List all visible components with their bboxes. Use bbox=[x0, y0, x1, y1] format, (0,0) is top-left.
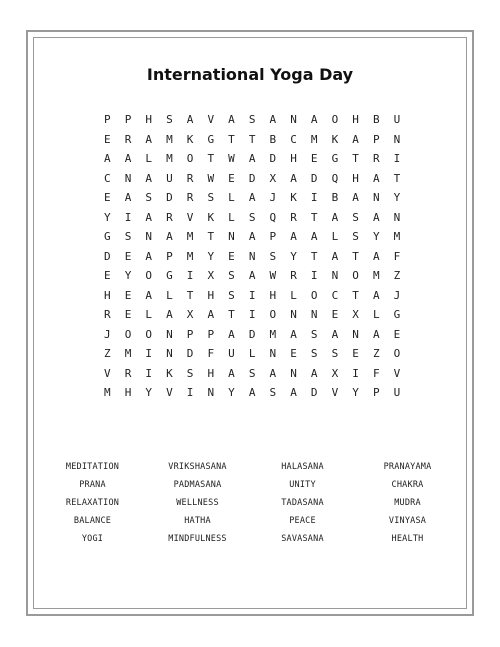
grid-letter: Z bbox=[393, 269, 401, 283]
grid-letter: S bbox=[228, 269, 235, 283]
grid-letter: X bbox=[186, 308, 194, 322]
grid-letter: A bbox=[145, 171, 153, 185]
grid-letter: P bbox=[104, 113, 111, 127]
grid-letter: N bbox=[331, 269, 339, 283]
grid-letter: M bbox=[393, 230, 401, 244]
grid-letter: L bbox=[228, 210, 235, 224]
grid-letter: A bbox=[310, 230, 318, 244]
grid-letter: D bbox=[310, 171, 318, 185]
grid-letter: A bbox=[248, 152, 256, 166]
grid-letter: T bbox=[228, 132, 235, 146]
grid-letter: A bbox=[372, 171, 380, 185]
grid-letter: D bbox=[310, 386, 318, 400]
grid-letter: Y bbox=[145, 386, 153, 400]
word-list-item: YOGI bbox=[81, 534, 104, 544]
grid-letter: Y bbox=[393, 191, 401, 205]
grid-letter: P bbox=[372, 386, 380, 400]
grid-letter: H bbox=[104, 288, 111, 302]
grid-letter: S bbox=[186, 366, 194, 380]
word-list-item: VINYASA bbox=[388, 516, 427, 526]
grid-letter: M bbox=[124, 347, 132, 361]
grid-letter: L bbox=[145, 152, 153, 166]
grid-letter: N bbox=[372, 191, 380, 205]
grid-letter: B bbox=[331, 191, 339, 205]
word-list-item: PRANAYAMA bbox=[383, 462, 432, 472]
grid-letter: E bbox=[124, 308, 132, 322]
grid-letter: T bbox=[310, 210, 318, 224]
grid-letter: E bbox=[124, 249, 132, 263]
grid-letter: K bbox=[166, 366, 173, 380]
grid-letter: A bbox=[290, 171, 297, 185]
grid-letter: S bbox=[310, 347, 318, 361]
grid-letter: A bbox=[166, 230, 173, 244]
grid-letter: E bbox=[310, 152, 318, 166]
grid-letter: H bbox=[207, 288, 215, 302]
grid-letter: A bbox=[290, 386, 297, 400]
grid-letter: N bbox=[248, 249, 256, 263]
grid-letter: D bbox=[269, 152, 277, 166]
grid-letter: S bbox=[352, 210, 359, 224]
grid-letter: N bbox=[207, 386, 215, 400]
grid-letter: X bbox=[331, 366, 339, 380]
grid-letter: V bbox=[166, 386, 173, 400]
word-list-item: RELAXATION bbox=[65, 498, 120, 508]
grid-letter: A bbox=[310, 113, 318, 127]
grid-letter: B bbox=[372, 113, 380, 127]
word-list-item: CHAKRA bbox=[391, 480, 424, 490]
grid-letter: S bbox=[145, 191, 153, 205]
grid-letter: O bbox=[186, 152, 194, 166]
grid-letter: M bbox=[186, 230, 194, 244]
grid-letter: B bbox=[269, 132, 277, 146]
grid-letter: J bbox=[104, 327, 111, 341]
grid-letter: O bbox=[124, 327, 132, 341]
grid-letter: V bbox=[186, 210, 194, 224]
grid-letter: S bbox=[248, 366, 256, 380]
grid-letter: A bbox=[372, 210, 380, 224]
grid-letter: E bbox=[228, 249, 235, 263]
grid-letter: O bbox=[310, 288, 318, 302]
grid-letter: A bbox=[310, 366, 318, 380]
grid-letter: S bbox=[269, 249, 277, 263]
letter-grid bbox=[97, 110, 407, 403]
grid-letter: N bbox=[290, 308, 297, 322]
grid-letter: F bbox=[372, 366, 380, 380]
grid-letter: E bbox=[104, 132, 111, 146]
grid-letter: R bbox=[186, 171, 194, 185]
grid-letter: Y bbox=[104, 210, 111, 224]
word-list-item: BALANCE bbox=[73, 516, 112, 526]
grid-letter: E bbox=[228, 171, 235, 185]
grid-letter: T bbox=[207, 230, 215, 244]
grid-letter: S bbox=[124, 230, 132, 244]
grid-letter: A bbox=[290, 230, 297, 244]
grid-letter: H bbox=[290, 152, 297, 166]
word-list-item: TADASANA bbox=[281, 498, 324, 508]
grid-letter: A bbox=[124, 191, 132, 205]
grid-letter: X bbox=[269, 171, 277, 185]
grid-letter: O bbox=[352, 269, 359, 283]
grid-letter: O bbox=[331, 113, 339, 127]
grid-letter: C bbox=[290, 132, 297, 146]
word-list-item: HEALTH bbox=[391, 534, 424, 544]
grid-letter: O bbox=[145, 269, 153, 283]
grid-letter: S bbox=[207, 191, 215, 205]
grid-letter: K bbox=[290, 191, 297, 205]
grid-letter: R bbox=[290, 210, 297, 224]
grid-letter: P bbox=[207, 327, 215, 341]
grid-letter: V bbox=[207, 113, 215, 127]
word-list-item: PEACE bbox=[289, 516, 316, 526]
grid-letter: E bbox=[393, 327, 401, 341]
grid-letter: A bbox=[372, 288, 380, 302]
grid-letter: A bbox=[145, 210, 153, 224]
grid-letter: M bbox=[310, 132, 318, 146]
grid-letter: A bbox=[352, 191, 359, 205]
grid-letter: D bbox=[166, 191, 173, 205]
grid-letter: I bbox=[248, 308, 256, 322]
grid-letter: Y bbox=[207, 249, 215, 263]
grid-letter: A bbox=[248, 386, 256, 400]
word-list-item: PADMASANA bbox=[173, 480, 222, 490]
grid-letter: A bbox=[248, 230, 256, 244]
word-list-item: HALASANA bbox=[281, 462, 324, 472]
grid-letter: H bbox=[352, 113, 359, 127]
grid-letter: H bbox=[124, 386, 132, 400]
grid-letter: A bbox=[248, 191, 256, 205]
grid-letter: U bbox=[166, 171, 173, 185]
grid-letter: T bbox=[228, 308, 235, 322]
grid-letter: I bbox=[124, 210, 132, 224]
grid-letter: S bbox=[248, 210, 256, 224]
grid-letter: N bbox=[352, 327, 359, 341]
grid-letter: S bbox=[352, 230, 359, 244]
grid-letter: L bbox=[248, 347, 256, 361]
grid-letter: A bbox=[186, 113, 194, 127]
grid-letter: A bbox=[372, 327, 380, 341]
grid-letter: T bbox=[310, 249, 318, 263]
grid-letter: L bbox=[372, 308, 380, 322]
grid-letter: Q bbox=[269, 210, 277, 224]
grid-letter: K bbox=[186, 132, 194, 146]
grid-letter: E bbox=[104, 269, 111, 283]
grid-letter: D bbox=[248, 327, 256, 341]
grid-letter: H bbox=[269, 288, 277, 302]
grid-letter: J bbox=[393, 288, 401, 302]
grid-letter: A bbox=[352, 132, 359, 146]
grid-letter: A bbox=[145, 132, 153, 146]
grid-letter: A bbox=[372, 249, 380, 263]
grid-letter: G bbox=[331, 152, 339, 166]
grid-letter: R bbox=[186, 191, 194, 205]
grid-letter: H bbox=[352, 171, 359, 185]
grid-letter: N bbox=[166, 327, 173, 341]
grid-letter: X bbox=[352, 308, 359, 322]
grid-letter: C bbox=[331, 288, 339, 302]
grid-letter: L bbox=[228, 191, 235, 205]
grid-letter: R bbox=[124, 366, 132, 380]
grid-letter: M bbox=[186, 249, 194, 263]
word-list-item: MINDFULNESS bbox=[168, 534, 227, 544]
grid-letter: P bbox=[372, 132, 380, 146]
grid-letter: T bbox=[186, 288, 194, 302]
grid-letter: N bbox=[228, 230, 235, 244]
grid-letter: T bbox=[352, 249, 359, 263]
grid-letter: A bbox=[166, 308, 173, 322]
grid-letter: P bbox=[269, 230, 277, 244]
grid-letter: A bbox=[124, 152, 132, 166]
grid-letter: E bbox=[124, 288, 132, 302]
grid-letter: O bbox=[393, 347, 401, 361]
grid-letter: T bbox=[352, 152, 359, 166]
grid-letter: Z bbox=[104, 347, 111, 361]
grid-letter: D bbox=[248, 171, 256, 185]
grid-letter: L bbox=[290, 288, 297, 302]
grid-letter: T bbox=[248, 132, 256, 146]
grid-letter: W bbox=[228, 152, 235, 166]
grid-letter: A bbox=[331, 249, 339, 263]
grid-letter: I bbox=[186, 386, 194, 400]
grid-letter: V bbox=[331, 386, 339, 400]
grid-letter: E bbox=[104, 191, 111, 205]
word-list bbox=[40, 458, 460, 548]
grid-letter: N bbox=[290, 113, 297, 127]
grid-letter: I bbox=[145, 366, 153, 380]
grid-letter: I bbox=[310, 191, 318, 205]
grid-letter: R bbox=[104, 308, 111, 322]
grid-letter: T bbox=[393, 171, 401, 185]
grid-letter: I bbox=[145, 347, 153, 361]
grid-letter: A bbox=[228, 327, 235, 341]
word-list-item: VRIKSHASANA bbox=[168, 462, 227, 472]
grid-letter: U bbox=[393, 113, 401, 127]
grid-letter: R bbox=[124, 132, 132, 146]
grid-letter: S bbox=[269, 386, 277, 400]
grid-letter: Y bbox=[352, 386, 359, 400]
grid-letter: W bbox=[269, 269, 277, 283]
grid-letter: V bbox=[393, 366, 401, 380]
grid-letter: Q bbox=[331, 171, 339, 185]
grid-letter: A bbox=[207, 308, 215, 322]
grid-letter: T bbox=[352, 288, 359, 302]
grid-letter: G bbox=[207, 132, 215, 146]
grid-letter: A bbox=[290, 327, 297, 341]
grid-letter: N bbox=[124, 171, 132, 185]
grid-letter: Z bbox=[372, 347, 380, 361]
grid-letter: E bbox=[331, 308, 339, 322]
grid-letter: U bbox=[393, 386, 401, 400]
grid-letter: M bbox=[372, 269, 380, 283]
word-list-item: MEDITATION bbox=[65, 462, 120, 472]
grid-letter: A bbox=[228, 366, 235, 380]
grid-letter: I bbox=[352, 366, 359, 380]
grid-letter: A bbox=[248, 269, 256, 283]
grid-letter: M bbox=[166, 132, 173, 146]
grid-letter: L bbox=[331, 230, 339, 244]
grid-letter: W bbox=[207, 171, 215, 185]
grid-letter: S bbox=[248, 113, 256, 127]
grid-letter: K bbox=[207, 210, 215, 224]
word-list-item: WELLNESS bbox=[176, 498, 219, 508]
grid-letter: U bbox=[228, 347, 235, 361]
grid-letter: S bbox=[166, 113, 173, 127]
grid-letter: Y bbox=[228, 386, 235, 400]
grid-letter: N bbox=[166, 347, 173, 361]
word-list-item: MUDRA bbox=[394, 498, 421, 508]
grid-letter: R bbox=[166, 210, 173, 224]
grid-letter: A bbox=[331, 327, 339, 341]
grid-letter: F bbox=[393, 249, 401, 263]
grid-letter: R bbox=[372, 152, 380, 166]
grid-letter: P bbox=[124, 113, 132, 127]
grid-letter: S bbox=[331, 347, 339, 361]
grid-letter: H bbox=[207, 366, 215, 380]
puzzle-title: International Yoga Day bbox=[146, 65, 354, 84]
grid-letter: E bbox=[290, 347, 297, 361]
grid-letter: C bbox=[104, 171, 111, 185]
grid-letter: N bbox=[310, 308, 318, 322]
grid-letter: Y bbox=[372, 230, 380, 244]
grid-letter: N bbox=[393, 132, 401, 146]
grid-letter: M bbox=[269, 327, 277, 341]
grid-letter: P bbox=[186, 327, 194, 341]
grid-letter: G bbox=[393, 308, 401, 322]
word-list-item: PRANA bbox=[79, 480, 106, 490]
grid-letter: L bbox=[166, 288, 173, 302]
grid-letter: D bbox=[104, 249, 111, 263]
grid-letter: X bbox=[207, 269, 215, 283]
grid-letter: M bbox=[166, 152, 173, 166]
grid-letter: P bbox=[166, 249, 173, 263]
grid-letter: N bbox=[145, 230, 153, 244]
grid-letter: K bbox=[331, 132, 339, 146]
word-list-item: UNITY bbox=[289, 480, 316, 490]
grid-letter: L bbox=[145, 308, 153, 322]
word-list-item: SAVASANA bbox=[281, 534, 324, 544]
grid-letter: G bbox=[104, 230, 111, 244]
grid-letter: A bbox=[331, 210, 339, 224]
grid-letter: I bbox=[393, 152, 401, 166]
grid-letter: I bbox=[186, 269, 194, 283]
grid-letter: S bbox=[310, 327, 318, 341]
grid-letter: T bbox=[207, 152, 215, 166]
grid-letter: V bbox=[104, 366, 111, 380]
grid-letter: Y bbox=[124, 269, 132, 283]
grid-letter: A bbox=[104, 152, 111, 166]
grid-letter: G bbox=[166, 269, 173, 283]
grid-letter: R bbox=[290, 269, 297, 283]
grid-letter: N bbox=[269, 347, 277, 361]
grid-letter: I bbox=[248, 288, 256, 302]
grid-letter: A bbox=[145, 249, 153, 263]
grid-letter: A bbox=[269, 366, 277, 380]
grid-letter: E bbox=[352, 347, 359, 361]
grid-letter: M bbox=[104, 386, 111, 400]
grid-letter: O bbox=[269, 308, 277, 322]
grid-letter: S bbox=[228, 288, 235, 302]
word-list-item: HATHA bbox=[184, 516, 211, 526]
grid-letter: A bbox=[269, 113, 277, 127]
grid-letter: I bbox=[310, 269, 318, 283]
grid-letter: O bbox=[145, 327, 153, 341]
grid-letter: N bbox=[290, 366, 297, 380]
grid-letter: Y bbox=[290, 249, 297, 263]
grid-letter: H bbox=[145, 113, 153, 127]
grid-letter: N bbox=[393, 210, 401, 224]
grid-letter: A bbox=[228, 113, 235, 127]
grid-letter: J bbox=[269, 191, 277, 205]
grid-letter: F bbox=[207, 347, 215, 361]
grid-letter: D bbox=[186, 347, 194, 361]
grid-letter: A bbox=[145, 288, 153, 302]
